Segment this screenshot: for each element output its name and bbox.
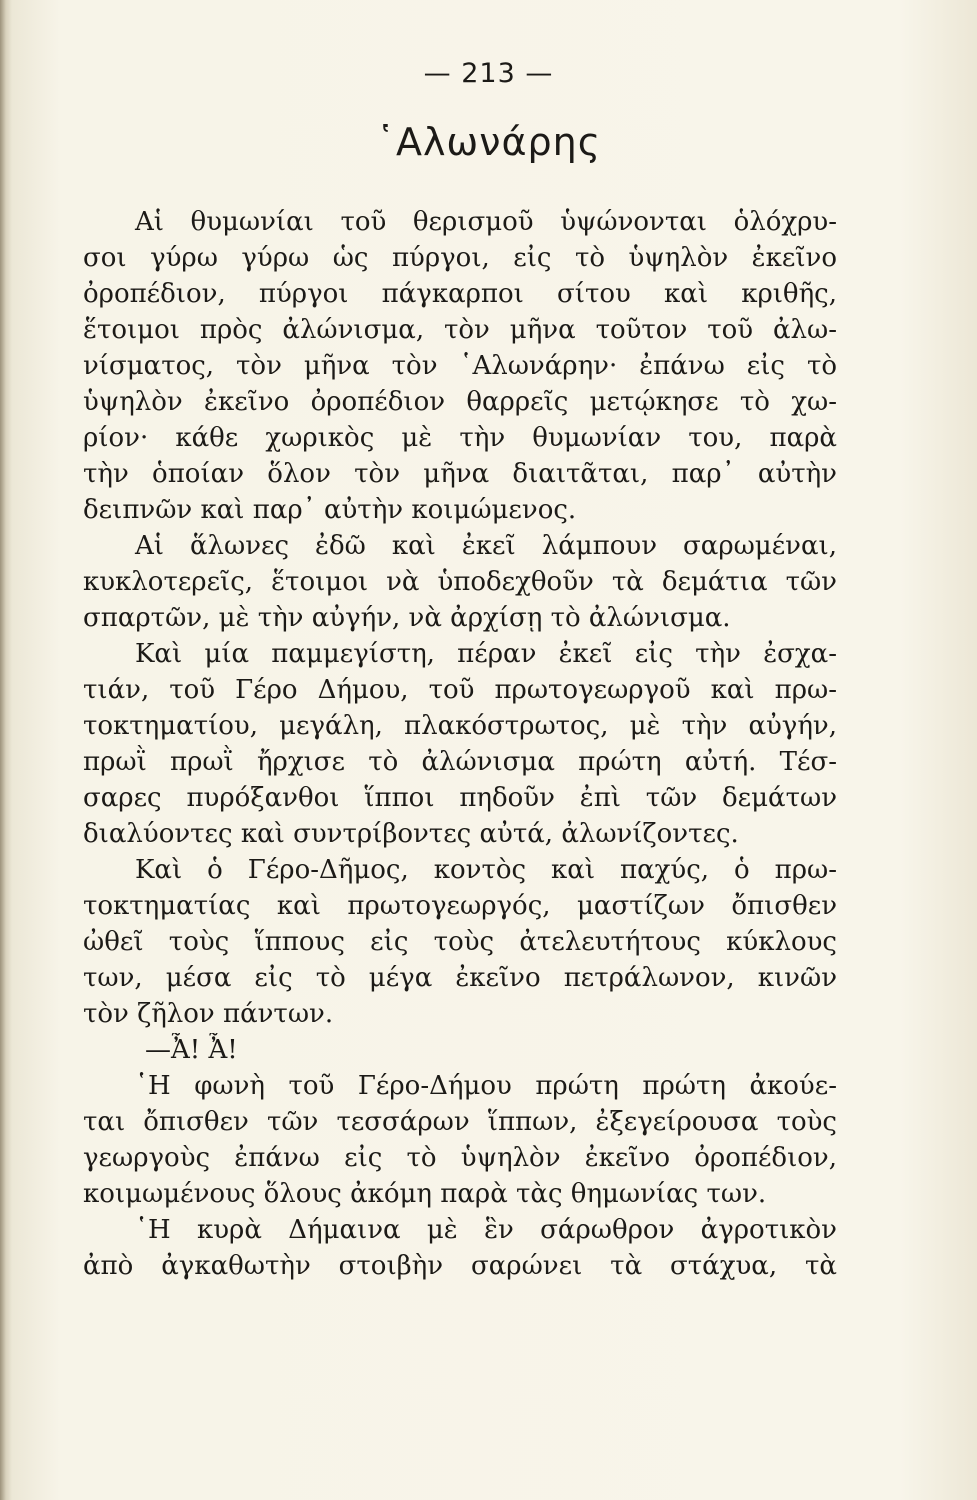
- text-line: ῾Η κυρὰ Δήμαινα μὲ ἓν σάρωθρον ἀγροτικὸν: [135, 1215, 837, 1245]
- text-line: σοι γύρω γύρω ὡς πύργοι, εἰς τὸ ὑψηλὸν ἐκεῖνο: [83, 243, 837, 273]
- text-line: ρίον· κάθε χωρικὸς μὲ τὴν θυμωνίαν του, παρὰ: [83, 423, 837, 453]
- text-line: δειπνῶν καὶ παρ᾽ αὐτὴν κοιμώμενος.: [83, 495, 577, 525]
- text-line: Αἱ θυμωνίαι τοῦ θερισμοῦ ὑψώνονται ὁλόχρυ-: [135, 207, 837, 237]
- text-line: των, μέσα εἰς τὸ μέγα ἐκεῖνο πετράλωνον, κινῶν: [83, 963, 837, 993]
- text-line: κυκλοτερεῖς, ἕτοιμοι νὰ ὑποδεχθοῦν τὰ δεμάτια τῶν: [83, 567, 837, 597]
- text-line: γεωργοὺς ἐπάνω εἰς τὸ ὑψηλὸν ἐκεῖνο ὀροπέδιον,: [83, 1143, 837, 1173]
- text-line: τοκτηματίου, μεγάλη, πλακόστρωτος, μὲ τὴν αὐγήν,: [83, 711, 837, 741]
- text-line: τοκτηματίας καὶ πρωτογεωργός, μαστίζων ὄπισθεν: [83, 891, 837, 921]
- text-line: ται ὄπισθεν τῶν τεσσάρων ἵππων, ἐξεγείρουσα τοὺς: [83, 1107, 837, 1137]
- text-line: κοιμωμένους ὅλους ἀκόμη παρὰ τὰς θημωνίας των.: [83, 1179, 767, 1209]
- text-line: Καὶ μία παμμεγίστη, πέραν ἐκεῖ εἰς τὴν ἐσχα-: [135, 639, 837, 669]
- text-line: —Ἆ! Ἆ!: [145, 1035, 238, 1065]
- text-line: ὀροπέδιον, πύργοι πάγκαρποι σίτου καὶ κριθῆς,: [83, 279, 837, 309]
- page-number: — 213 —: [423, 58, 554, 89]
- text-line: σπαρτῶν, μὲ τὴν αὐγήν, νὰ ἀρχίσῃ τὸ ἀλώνισμα.: [83, 603, 731, 633]
- text-line: τὸν ζῆλον πάντων.: [83, 999, 334, 1029]
- text-line: διαλύοντες καὶ συντρίβοντες αὐτά, ἀλωνίζοντες.: [83, 819, 739, 849]
- text-line: Καὶ ὁ Γέρο-Δῆμος, κοντὸς καὶ παχύς, ὁ πρω-: [135, 855, 837, 885]
- text-line: Αἱ ἅλωνες ἐδῶ καὶ ἐκεῖ λάμπουν σαρωμέναι,: [135, 531, 837, 561]
- text-line: ὠθεῖ τοὺς ἵππους εἰς τοὺς ἀτελευτήτους κύκλους: [83, 927, 837, 957]
- text-line: ἀπὸ ἀγκαθωτὴν στοιβὴν σαρώνει τὰ στάχυα, τὰ: [83, 1251, 837, 1281]
- chapter-title: ῾Αλωνάρης: [375, 120, 602, 164]
- text-line: τὴν ὁποίαν ὅλον τὸν μῆνα διαιτᾶται, παρ᾽ αὐτὴν: [83, 459, 837, 489]
- text-line: νίσματος, τὸν μῆνα τὸν ῾Αλωνάρην· ἐπάνω εἰς τὸ: [83, 351, 837, 381]
- text-line: ἕτοιμοι πρὸς ἀλώνισμα, τὸν μῆνα τοῦτον τοῦ ἀλω-: [83, 315, 837, 345]
- text-line: τιάν, τοῦ Γέρο Δήμου, τοῦ πρωτογεωργοῦ καὶ πρω-: [83, 675, 837, 705]
- text-line: ὑψηλὸν ἐκεῖνο ὀροπέδιον θαρρεῖς μετῴκησε τὸ χω-: [83, 387, 837, 417]
- text-line: ῾Η φωνὴ τοῦ Γέρο-Δήμου πρώτη πρώτη ἀκούε-: [135, 1071, 837, 1101]
- text-line: σαρες πυρόξανθοι ἵπποι πηδοῦν ἐπὶ τῶν δεμάτων: [83, 783, 837, 813]
- text-line: πρωῒ πρωῒ ἤρχισε τὸ ἀλώνισμα πρώτη αὐτή. Τέσ-: [83, 747, 837, 777]
- page-gutter-shadow: [0, 0, 12, 1500]
